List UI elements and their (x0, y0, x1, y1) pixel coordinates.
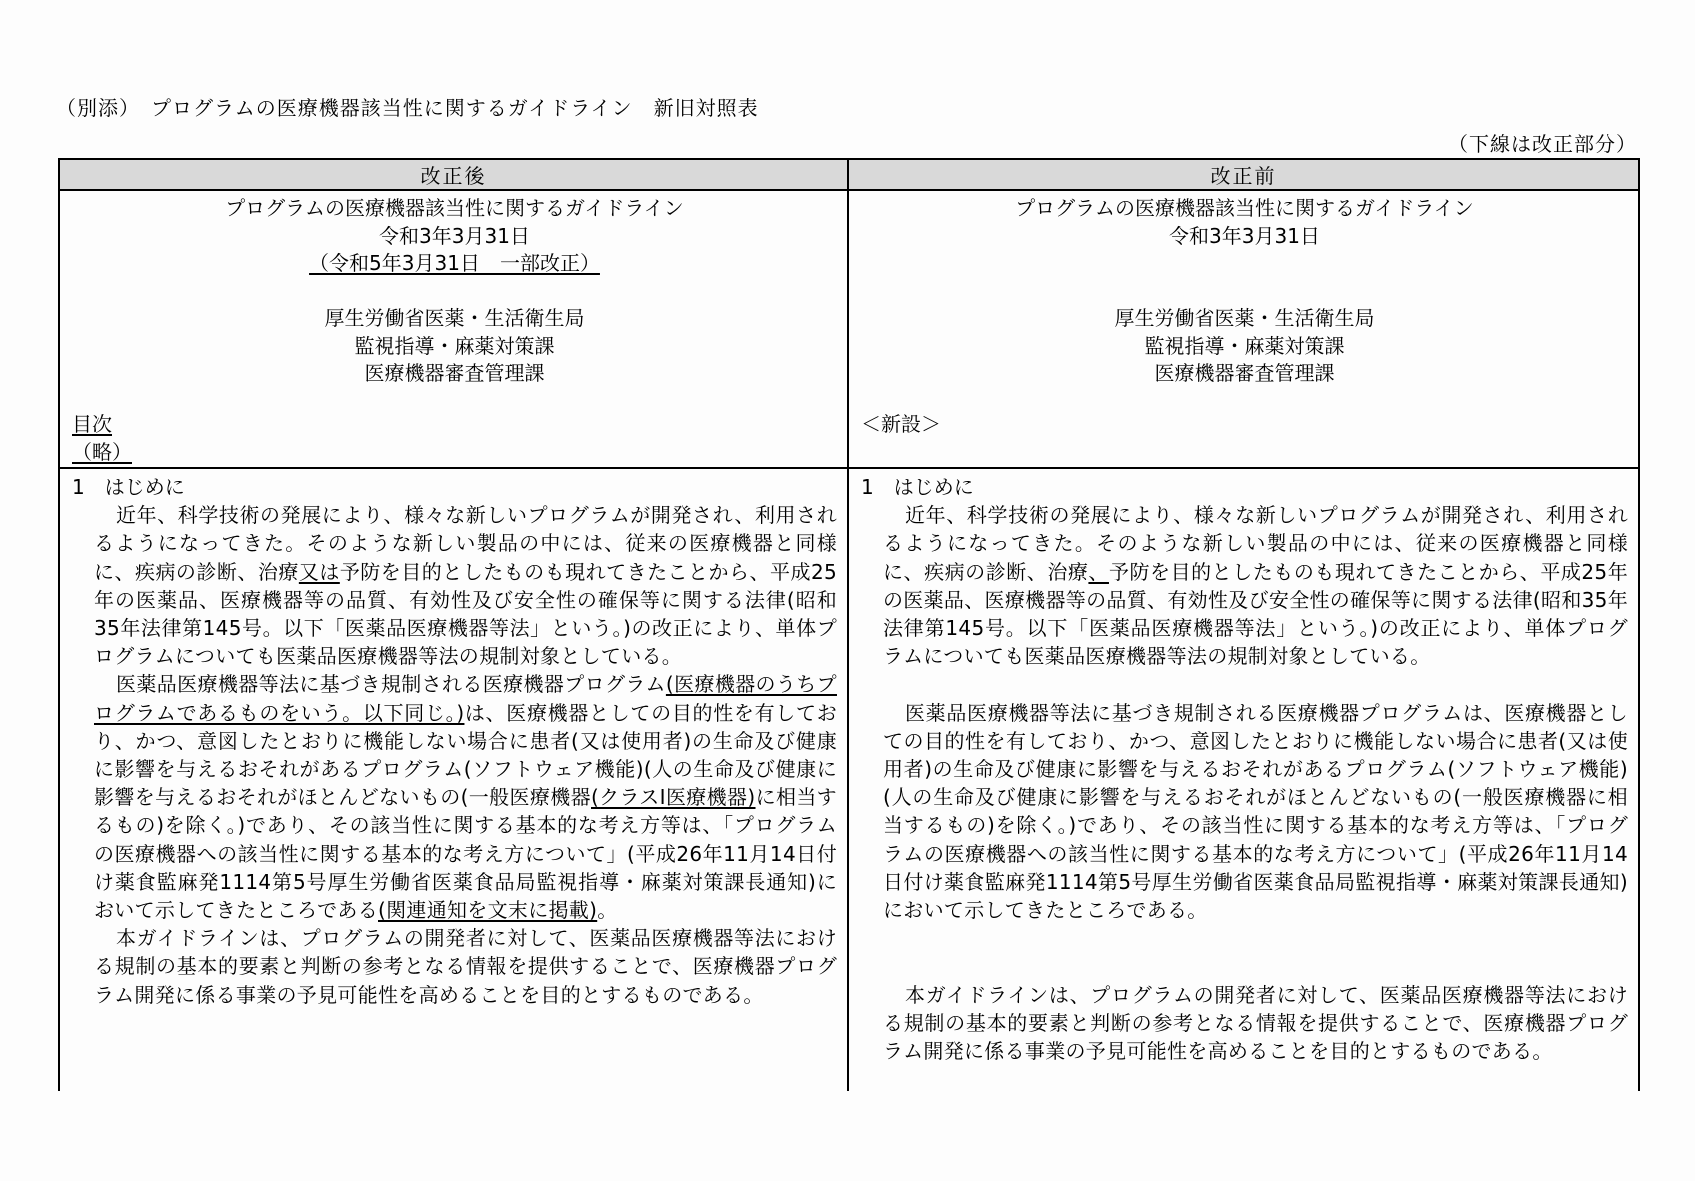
amended-text: (関連通知を文末に掲載) (378, 898, 598, 923)
cell-intro-after (59, 468, 848, 1091)
paragraph-1: 近年、科学技術の発展により、様々な新しいプログラムが開発され、利用されるようになってきた。そのような新しい製品の中には、従来の医療機器と同様に、疾病の診断、治療、予防を目的としたものも現れてきたことから、平成25年の医薬品、医療機器等の品質、有効性及び安全性の確保等に関する法律(昭和35年法律第145号。以下「医薬品医療機器等法」という。)の改正により、単体プログラムについても医薬品医療機器等法の規制対象としている。 (883, 503, 1629, 669)
guideline-title: プログラムの医療機器該当性に関するガイドライン (1015, 196, 1474, 220)
issue-date: 令和3年3月31日 (1169, 223, 1320, 248)
amended-text: (医療機器のうちプログラムであるものをいう。以下同じ。) (94, 672, 837, 725)
org-line-2: 監視指導・麻薬対策課 (354, 333, 555, 358)
paragraph-3: 本ガイドラインは、プログラムの開発者に対して、医薬品医療機器等法における規制の基本的要素と判断の参考となる情報を提供することで、医療機器プログラム開発に係る事業の予見可能性を高めることを目的とするものである。 (883, 982, 1628, 1064)
amended-text: 、 (1088, 559, 1109, 584)
revision-date: （令和5年3月31日 一部改正） (309, 251, 600, 275)
paragraph-3: 本ガイドラインは、プログラムの開発者に対して、医薬品医療機器等法における規制の基本的要素と判断の参考となる情報を提供することで、医療機器プログラム開発に係る事業の予見可能性を高めることを目的とするものである。 (94, 926, 837, 1007)
amended-text: 又は (298, 559, 340, 584)
paragraph-1: 近年、科学技術の発展により、様々な新しいプログラムが開発され、利用されるようになってきた。そのような新しい製品の中には、従来の医療機器と同様に、疾病の診断、治療又は予防を目的としたものも現れてきたことから、平成25年の医薬品、医療機器等の品質、有効性及び安全性の確保等に関する法律(昭和35年法律第145号。以下「医薬品医療機器等法」という。)の改正により、単体プログラムについても医薬品医療機器等法の規制対象としている。 (94, 503, 837, 669)
cell-cover-after (59, 190, 848, 468)
org-line-1: 厚生労働省医薬・生活衛生局 (324, 306, 585, 330)
guideline-title: プログラムの医療機器該当性に関するガイドライン (225, 196, 684, 220)
amended-text: (クラスⅠ医療機器) (591, 785, 756, 810)
section-heading: 1 はじめに (72, 475, 185, 499)
table-header-row (59, 159, 1639, 190)
org-line-3: 医療機器審査管理課 (364, 361, 545, 385)
cell-cover-before (848, 190, 1639, 468)
new-establishment-mark: ＜新設＞ (861, 412, 941, 436)
section-heading: 1 はじめに (861, 475, 974, 499)
cell-intro-before (848, 468, 1639, 1091)
comparison-table (58, 158, 1640, 1091)
issue-date: 令和3年3月31日 (379, 223, 530, 248)
toc-label: 目次 (72, 412, 112, 436)
column-header-after: 改正後 (59, 159, 848, 190)
paragraph-2: 医薬品医療機器等法に基づき規制される医療機器プログラム(医療機器のうちプログラムであるものをいう。以下同じ。)は、医療機器としての目的性を有しており、かつ、意図したとおりに機能しない場合に患者(又は使用者)の生命及び健康に影響を与えるおそれがあるプログラム(ソフトウェア機能)(人の生命及び健康に影響を与えるおそれがほとんどないもの(一般医療機器(クラスⅠ医療機器)に相当するもの)を除く。)であり、その該当性に関する基本的な考え方等は、「プログラムの医療機器への該当性に関する基本的な考え方について」(平成26年11月14日付け薬食監麻発1114第5号厚生労働省医薬食品局監視指導・麻薬対策課長通知)において示してきたところである(関連通知を文末に掲載)。 (94, 672, 837, 923)
toc-omitted: （略） (72, 439, 132, 464)
underline-note: （下線は改正部分） (1448, 132, 1637, 156)
document-title: （別添） プログラムの医療機器該当性に関するガイドライン 新旧対照表 (56, 96, 759, 120)
paragraph-2: 医薬品医療機器等法に基づき規制される医療機器プログラムは、医療機器としての目的性を有しており、かつ、意図したとおりに機能しない場合に患者(又は使用者)の生命及び健康に影響を与えるおそれがあるプログラム(ソフトウェア機能)(人の生命及び健康に影響を与えるおそれがほとんどないもの(一般医療機器に相当するもの)を除く。)であり、その該当性に関する基本的な考え方等は、「プログラムの医療機器への該当性に関する基本的な考え方について」(平成26年11月14日付け薬食監麻発1114第5号厚生労働省医薬食品局監視指導・麻薬対策課長通知)において示してきたところである。 (883, 700, 1628, 923)
table-row-cover (59, 190, 1639, 468)
org-line-2: 監視指導・麻薬対策課 (1144, 333, 1345, 358)
table-of-contents (72, 411, 132, 466)
column-header-before: 改正前 (848, 159, 1639, 190)
org-line-3: 医療機器審査管理課 (1154, 361, 1335, 385)
table-row-introduction (59, 468, 1639, 1091)
org-line-1: 厚生労働省医薬・生活衛生局 (1114, 306, 1375, 330)
